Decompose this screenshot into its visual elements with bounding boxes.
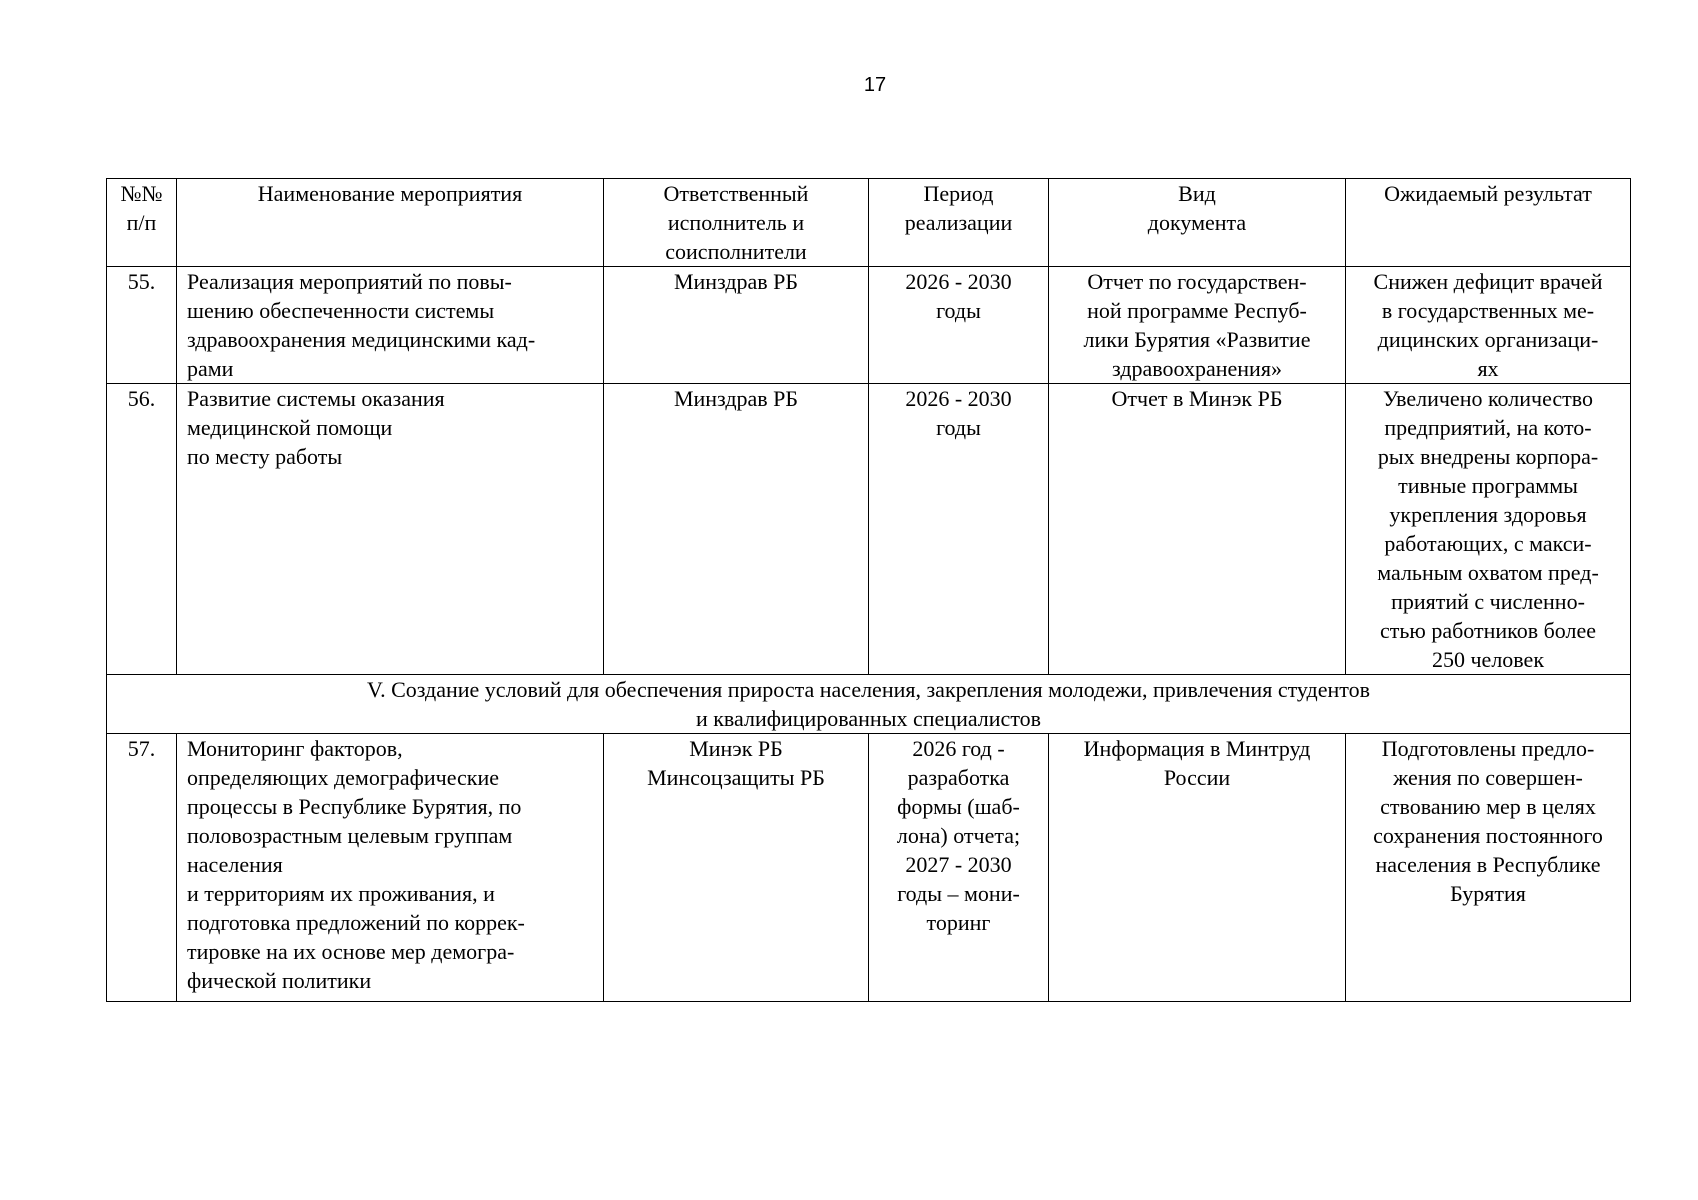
header-responsible: Ответственный исполнитель и соисполнители: [604, 179, 869, 267]
row-responsible: Минэк РБ Минсоцзащиты РБ: [604, 734, 869, 1002]
measures-table: [106, 178, 1631, 1002]
row-period: 2026 - 2030 годы: [869, 267, 1049, 384]
row-number: 57.: [107, 734, 177, 1002]
row-responsible: Минздрав РБ: [604, 267, 869, 384]
table-row: [107, 734, 1631, 1002]
row-document-type: Отчет в Минэк РБ: [1049, 384, 1346, 675]
row-number: 56.: [107, 384, 177, 675]
row-number: 55.: [107, 267, 177, 384]
header-document-type: Вид документа: [1049, 179, 1346, 267]
row-measure-name: Развитие системы оказания медицинской помощи по месту работы: [177, 384, 604, 675]
table-header-row: [107, 179, 1631, 267]
table-row: [107, 384, 1631, 675]
row-document-type: Информация в Минтруд России: [1049, 734, 1346, 1002]
row-expected-result: Подготовлены предло- жения по совершен- ствованию мер в целях сохранения постоянного населения в Республике Бурятия: [1346, 734, 1631, 1002]
header-measure-name: Наименование мероприятия: [177, 179, 604, 267]
table-row: [107, 267, 1631, 384]
row-expected-result: Увеличено количество предприятий, на кото- рых внедрены корпора- тивные программы укрепления здоровья работающих, с макси- мальным охватом пред- приятий с численно- стью работников более 250 человек: [1346, 384, 1631, 675]
row-measure-name: Мониторинг факторов, определяющих демографические процессы в Республике Бурятия, по половозрастным целевым группам населения и территориям их проживания, и подготовка предложений по коррек- тировке на их основе мер демогра- фической политики: [177, 734, 604, 1002]
row-expected-result: Снижен дефицит врачей в государственных ме- дицинских организаци- ях: [1346, 267, 1631, 384]
header-period: Период реализации: [869, 179, 1049, 267]
header-expected-result: Ожидаемый результат: [1346, 179, 1631, 267]
row-measure-name: Реализация мероприятий по повы- шению обеспеченности системы здравоохранения медицинскими кад- рами: [177, 267, 604, 384]
page-number: 17: [863, 74, 887, 96]
section-heading-row: [107, 675, 1631, 734]
row-period: 2026 год - разработка формы (шаб- лона) отчета; 2027 - 2030 годы – мони- торинг: [869, 734, 1049, 1002]
row-period: 2026 - 2030 годы: [869, 384, 1049, 675]
row-responsible: Минздрав РБ: [604, 384, 869, 675]
section-heading: V. Создание условий для обеспечения прироста населения, закрепления молодежи, привлечения студентов и квалифицированных специалистов: [107, 675, 1631, 734]
header-number: №№ п/п: [107, 179, 177, 267]
row-document-type: Отчет по государствен- ной программе Респуб- лики Бурятия «Развитие здравоохранения»: [1049, 267, 1346, 384]
